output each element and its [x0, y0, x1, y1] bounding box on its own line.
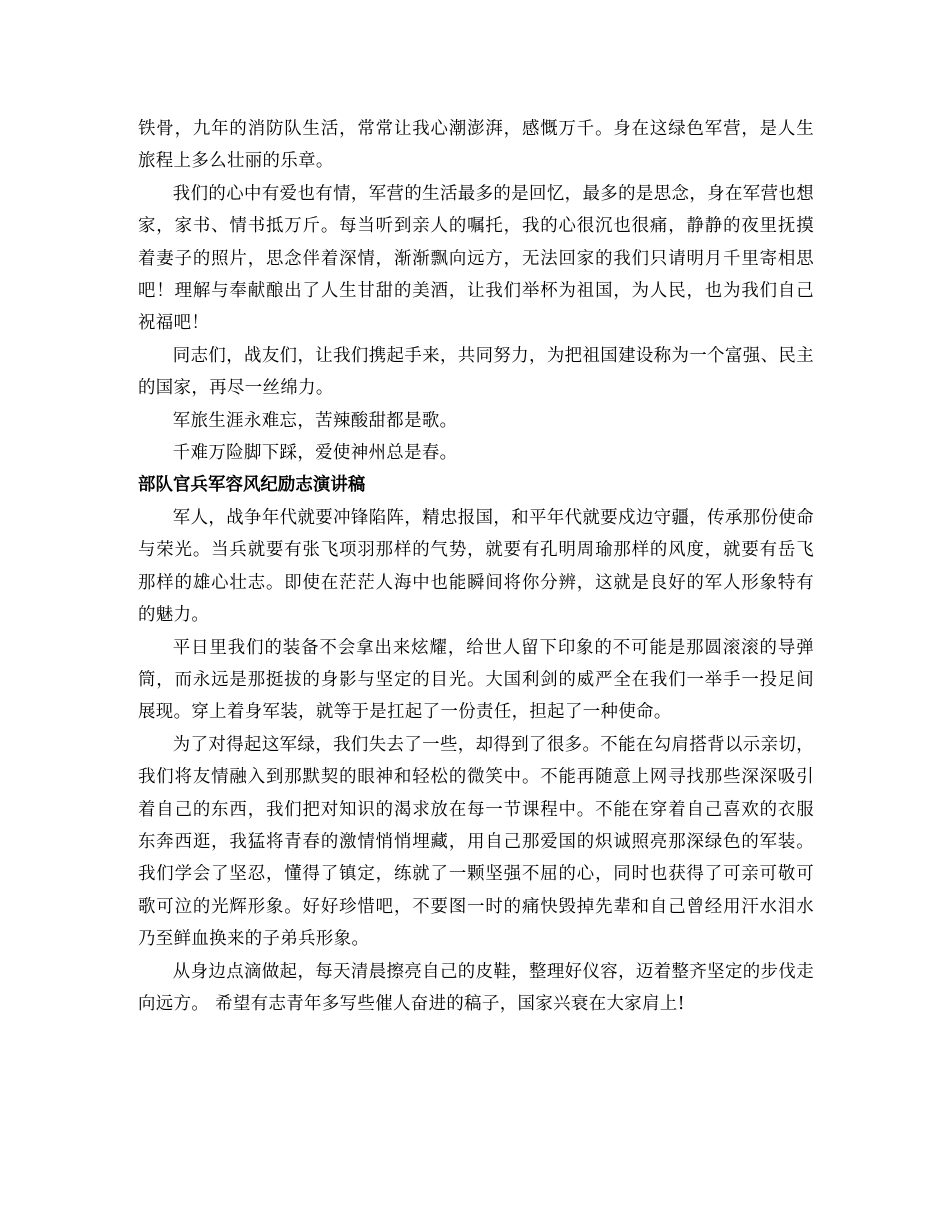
- section-title: 部队官兵军容风纪励志演讲稿: [138, 475, 366, 496]
- paragraph-call-to-comrades: 同志们，战友们，让我们携起手来，共同努力，为把祖国建设称为一个富强、民主的国家，再尽一丝绵力。: [138, 345, 814, 399]
- document-body: [138, 113, 814, 1020]
- paragraph-sacrifice: 为了对得起这军绿，我们失去了一些，却得到了很多。不能在勾肩搭背以示亲切，我们将友情融入到那默契的眼神和轻松的微笑中。不能再随意上网寻找那些深深吸引着自己的东西，我们把对知识的渴求放在每一节课程中。不能在穿着自己喜欢的衣服东奔西逛，我猛将青春的激情悄悄埋藏，用自己那爱国的炽诚照亮那深绿色的军装。我们学会了坚忍，懂得了镇定，练就了一颗坚强不屈的心，同时也获得了可亲可敬可歌可泣的光辉形象。好好珍惜吧，不要图一时的痛快毁掉先辈和自己曾经用汗水泪水乃至鲜血换来的子弟兵形象。: [138, 734, 814, 950]
- verse-line-2: 千难万险脚下踩，爱使神州总是春。: [172, 443, 458, 464]
- paragraph-soldier-image: 军人，战争年代就要冲锋陷阵，精忠报国，和平年代就要戍边守疆，传承那份使命与荣光。当兵就要有张飞项羽那样的气势，就要有孔明周瑜那样的风度，就要有岳飞那样的雄心壮志。即使在茫茫人海中也能瞬间将你分辨，这就是良好的军人形象特有的魅力。: [138, 507, 814, 626]
- paragraph-equipment: 平日里我们的装备不会拿出来炫耀，给世人留下印象的不可能是那圆滚滚的导弹筒，而永远是那挺拔的身影与坚定的目光。大国利剑的威严全在我们一举手一投足间展现。穿上着身军装，就等于是扛起了一份责任，担起了一种使命。: [138, 637, 814, 723]
- paragraph-closing: 从身边点滴做起，每天清晨擦亮自己的皮鞋，整理好仪容，迈着整齐坚定的步伐走向远方。 希望有志青年多写些催人奋进的稿子，国家兴衰在大家肩上!: [138, 961, 814, 1014]
- paragraph-continuation: 铁骨，九年的消防队生活，常常让我心潮澎湃，感慨万千。身在这绿色军营，是人生旅程上多么壮丽的乐章。: [138, 119, 814, 172]
- paragraph-longing-for-home: 我们的心中有爱也有情，军营的生活最多的是回忆，最多的是思念，身在军营也想家，家书、情书抵万斤。每当听到亲人的嘱托，我的心很沉也很痛，静静的夜里抚摸着妻子的照片，思念伴着深情，渐渐飘向远方，无法回家的我们只请明月千里寄相思吧！理解与奉献酿出了人生甘甜的美酒，让我们举杯为祖国，为人民，也为我们自己祝福吧！: [138, 183, 814, 334]
- verse-line-1: 军旅生涯永难忘，苦辣酸甜都是歌。: [172, 410, 458, 431]
